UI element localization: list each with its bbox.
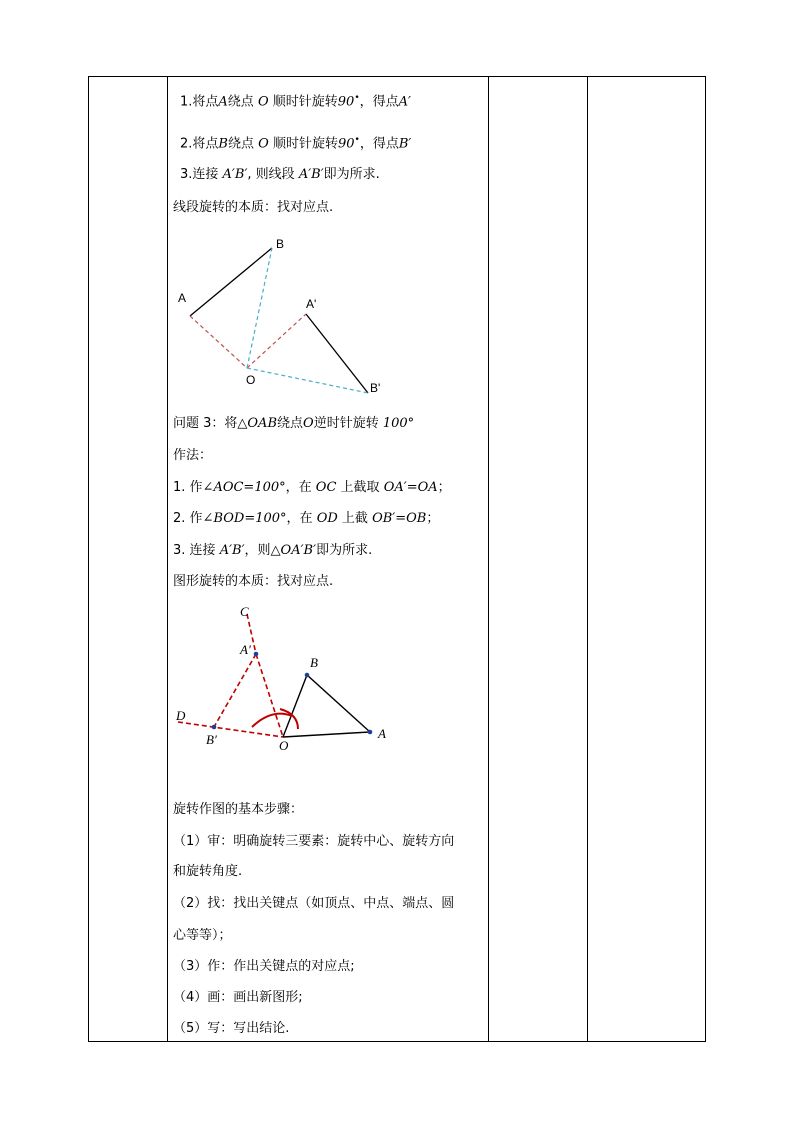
label-b-prime: B': [370, 381, 381, 395]
basic-step-1: （1）审：明确旋转三要素：旋转中心、旋转方向: [173, 834, 455, 849]
segment-rotation-diagram: [170, 228, 410, 408]
label-b: B: [310, 655, 318, 670]
dashed-oa1: [247, 314, 306, 368]
method-title: 作法：: [173, 448, 213, 463]
label-a-prime: A': [306, 297, 317, 311]
step-3: 3.连接 A′B′, 则线段 A′B′即为所求.: [180, 167, 380, 182]
dashed-ob1: [247, 368, 368, 393]
problem-3: 问题 3：将△OAB绕点O逆时针旋转 100°: [173, 416, 415, 431]
label-a: A: [178, 291, 187, 305]
point-b-prime: [212, 725, 217, 730]
ray-od: [178, 722, 283, 737]
basic-step-1-cont: 和旋转角度.: [173, 864, 243, 879]
method-step-3: 3. 连接 A′B′，则△OA′B′即为所求.: [173, 543, 373, 558]
basic-step-2: （2）找：找出关键点（如顶点、中点、端点、圆: [173, 896, 455, 911]
method-step-1: 1. 作∠AOC=100°，在 OC 上截取 OA′=OA；: [173, 480, 451, 495]
label-c: C: [240, 604, 249, 619]
point-a-prime: [254, 652, 259, 657]
figure-essence: 图形旋转的本质：找对应点.: [173, 574, 334, 589]
angle-arc-aoc: [280, 709, 298, 729]
angle-arc-boa1: [252, 714, 292, 727]
segment-oa-prime: [256, 654, 283, 737]
table-column-divider: [167, 76, 168, 1042]
segment-essence: 线段旋转的本质：找对应点.: [173, 200, 334, 215]
basic-step-5: （5）写：写出结论.: [173, 1021, 290, 1036]
triangle-rotation-diagram: [170, 604, 400, 754]
segment-a1b1: [306, 314, 368, 393]
step-1: 1.将点A绕点 O 顺时针旋转90•，得点A′: [180, 93, 411, 110]
label-d: D: [176, 708, 186, 723]
dashed-oa: [190, 316, 247, 368]
label-o: O: [279, 738, 289, 753]
basic-step-4: （4）画：画出新图形;: [173, 990, 303, 1005]
label-a: A: [378, 726, 386, 741]
point-a: [368, 730, 373, 735]
basic-step-2-cont: 心等等）；: [173, 928, 232, 943]
label-a-prime: A′: [240, 642, 251, 657]
segment-a-prime-b-prime: [214, 654, 256, 727]
step-2: 2.将点B绕点 O 顺时针旋转90•，得点B′: [180, 135, 412, 152]
point-b: [305, 673, 310, 678]
table-column-divider: [587, 76, 588, 1042]
basic-steps-title: 旋转作图的基本步骤：: [173, 802, 304, 817]
triangle-oab: [283, 675, 370, 737]
basic-step-3: （3）作：作出关键点的对应点;: [173, 959, 355, 974]
label-o: O: [246, 373, 256, 387]
table-column-divider: [488, 76, 489, 1042]
label-b: B: [276, 237, 285, 251]
label-b-prime: B′: [206, 732, 217, 747]
method-step-2: 2. 作∠BOD=100°，在 OD 上截 OB′=OB；: [173, 511, 440, 526]
